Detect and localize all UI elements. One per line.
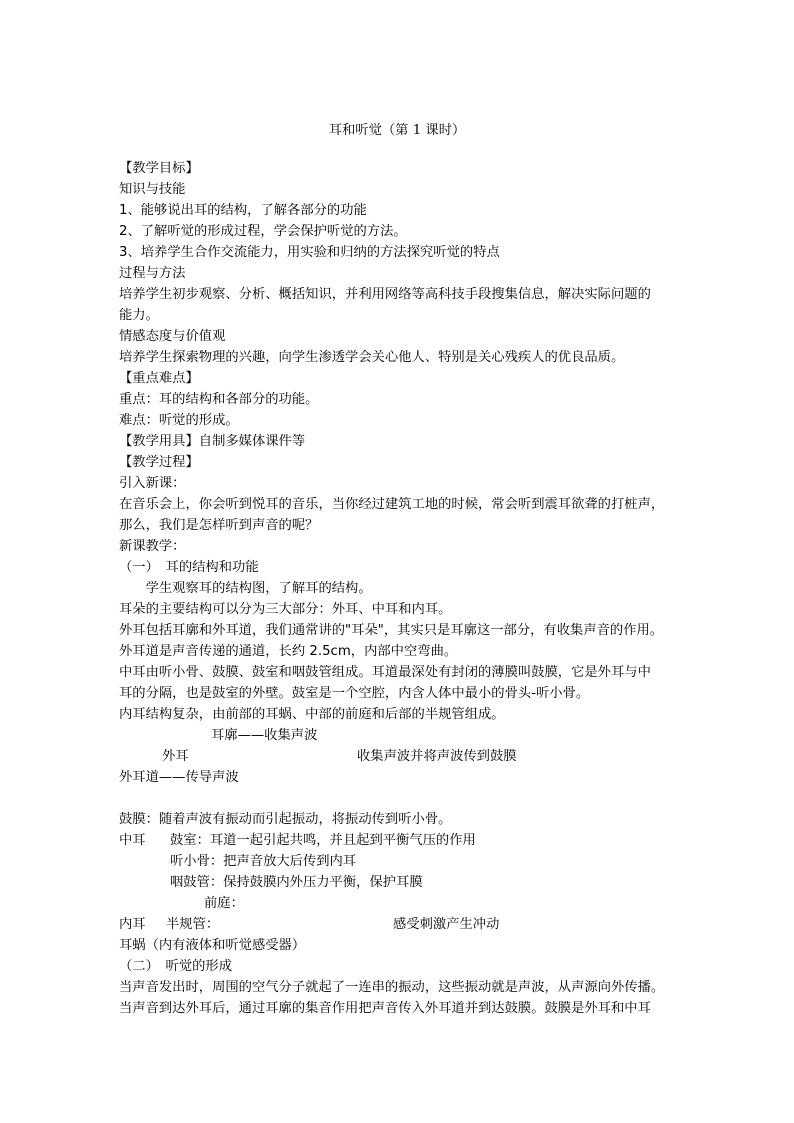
section-1-text-2: 耳朵的主要结构可以分为三大部分：外耳、中耳和内耳。 (119, 602, 452, 617)
outline-waierdao: 外耳道——传导声波 (119, 770, 239, 785)
subheading-knowledge: 知识与技能 (119, 182, 186, 197)
attitude-text: 培养学生探索物理的兴趣，向学生渗透学会关心他人、特别是关心残疾人的优良品质。 (119, 350, 625, 365)
section-1-text-5: 中耳由听小骨、鼓膜、鼓室和咽鼓管组成。耳道最深处有封闭的薄膜叫鼓膜，它是外耳与中 (119, 665, 651, 680)
outline-gushi: 鼓室：耳道一起引起共鸣，并且起到平衡气压的作用 (170, 833, 476, 848)
section-1-text-4: 外耳道是声音传递的通道，长约 2.5cm，内部中空弯曲。 (119, 644, 458, 659)
outline-gumo: 鼓膜：随着声波有振动而引起振动，将振动传到听小骨。 (119, 812, 452, 827)
heading-objectives: 【教学目标】 (119, 161, 199, 176)
outline-qianting: 前庭： (204, 896, 244, 911)
section-1-text-6: 耳的分隔，也是鼓室的外壁。鼓室是一个空腔，内含人体中最小的骨头-听小骨。 (119, 686, 590, 701)
subheading-attitude: 情感态度与价值观 (119, 329, 226, 344)
section-2-text-2: 当声音到达外耳后，通过耳廓的集音作用把声音传入外耳道并到达鼓膜。鼓膜是外耳和中耳 (119, 1001, 651, 1016)
outline-neier-summary: 感受刺激产生冲动 (393, 917, 500, 932)
section-2-heading: （二） 听觉的形成 (119, 959, 233, 974)
outline-erkuo: 耳廓——收集声波 (211, 728, 318, 743)
section-1-text-1: 学生观察耳的结构图，了解耳的结构。 (119, 581, 372, 596)
objective-1: 1、能够说出耳的结构，了解各部分的功能 (119, 203, 367, 218)
heading-process: 【教学过程】 (119, 455, 199, 470)
outline-neier: 内耳 (119, 917, 146, 932)
outline-yangu: 咽鼓管：保持鼓膜内外压力平衡，保护耳膜 (170, 875, 423, 890)
subheading-process: 过程与方法 (119, 266, 186, 281)
intro-text-2: 那么，我们是怎样听到声音的呢？ (119, 518, 319, 533)
outline-tingxiaogu: 听小骨：把声音放大后传到内耳 (170, 854, 357, 869)
page-title: 耳和听觉（第 1 课时） (328, 123, 466, 138)
section-2-text-1: 当声音发出时，周围的空气分子就起了一连串的振动，这些振动就是声波，从声源向外传播。 (119, 980, 665, 995)
section-1-text-7: 内耳结构复杂，由前部的耳蜗、中部的前庭和后部的半规管组成。 (119, 707, 505, 722)
difficult-point: 难点：听觉的形成。 (119, 413, 239, 428)
objective-2: 2、了解听觉的形成过程，学会保护听觉的方法。 (119, 224, 407, 239)
process-text-1: 培养学生初步观察、分析、概括知识，并利用网络等高科技手段搜集信息，解决实际问题的 (119, 287, 651, 302)
intro-text-1: 在音乐会上，你会听到悦耳的音乐，当你经过建筑工地的时候，常会听到震耳欲聋的打桩声， (119, 497, 665, 512)
outline-waier: 外耳 (162, 749, 189, 764)
outline-erwo: 耳蜗（内有液体和听觉感受器） (119, 938, 306, 953)
heading-tools: 【教学用具】自制多媒体课件等 (119, 434, 306, 449)
section-1-text-3: 外耳包括耳廓和外耳道，我们通常讲的"耳朵"，其实只是耳廓这一部分，有收集声音的作用。 (119, 623, 664, 638)
objective-3: 3、培养学生合作交流能力，用实验和归纳的方法探究听觉的特点 (119, 245, 500, 260)
outline-waier-summary: 收集声波并将声波传到鼓膜 (357, 749, 517, 764)
new-lesson-label: 新课教学： (119, 539, 186, 554)
outline-banguiguan: 半规管： (166, 917, 220, 932)
outline-zhonger: 中耳 (119, 833, 146, 848)
section-1-heading: （一） 耳的结构和功能 (119, 560, 259, 575)
heading-key-points: 【重点难点】 (119, 371, 199, 386)
intro-label: 引入新课： (119, 476, 186, 491)
key-point: 重点：耳的结构和各部分的功能。 (119, 392, 319, 407)
process-text-2: 能力。 (119, 308, 159, 323)
